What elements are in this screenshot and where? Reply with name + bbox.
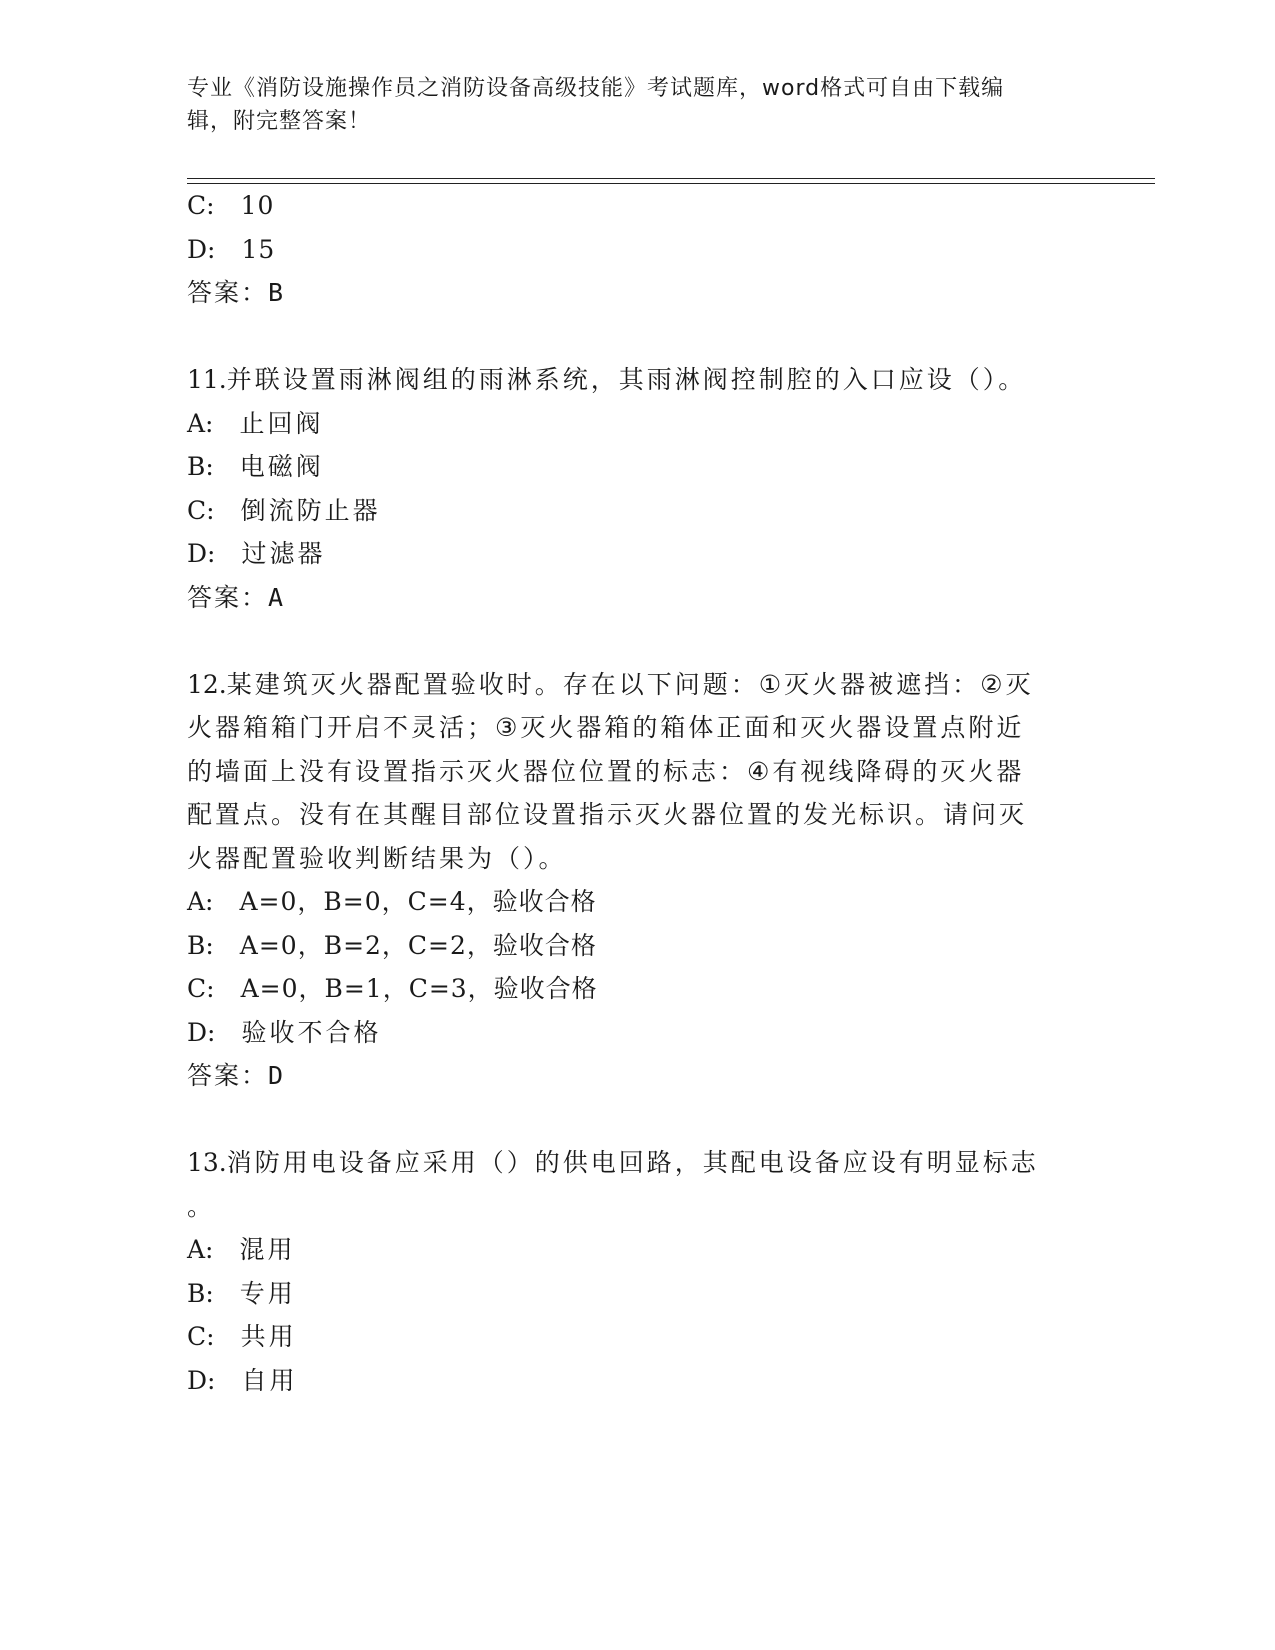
q11-option-b: B: 电磁阀 — [187, 452, 324, 481]
q13-stem-line-1: 13.消防用电设备应采用（）的供电回路，其配电设备应设有明显标志 — [187, 1148, 1039, 1177]
q12-stem-line-2: 火器箱箱门开启不灵活；③灭火器箱的箱体正面和灭火器设置点附近 — [187, 713, 1025, 742]
q12-stem-line-4: 配置点。没有在其醒目部位设置指示灭火器位置的发光标识。请问灭 — [187, 800, 1028, 829]
q12-stem-line-3: 的墙面上没有设置指示灭火器位位置的标志：④有视线降碍的灭火器 — [187, 757, 1025, 786]
header-line-1: 专业《消防设施操作员之消防设备高级技能》考试题库，word格式可自由下载编 — [187, 76, 1005, 101]
prev-answer: 答案：B — [187, 278, 284, 307]
q13-option-c: C: 共用 — [187, 1322, 297, 1351]
header-line-2: 辑，附完整答案！ — [187, 109, 372, 134]
q13-option-b: B: 专用 — [187, 1279, 296, 1308]
q11-answer: 答案：A — [187, 583, 284, 612]
q12-stem-line-1: 12.某建筑灭火器配置验收时。存在以下问题：①灭火器被遮挡：②灭 — [187, 670, 1034, 699]
q11-stem: 11.并联设置雨淋阀组的雨淋系统，其雨淋阀控制腔的入口应设（）。 — [187, 365, 1027, 394]
prev-option-d: D: 15 — [187, 235, 276, 264]
q12-option-c: C: A=0，B=1，C=3，验收合格 — [187, 974, 598, 1003]
q12-option-a: A: A=0，B=0，C=4，验收合格 — [187, 887, 597, 916]
q11-option-d: D: 过滤器 — [187, 539, 326, 568]
q12-option-b: B: A=0，B=2，C=2，验收合格 — [187, 931, 597, 960]
q11-option-c: C: 倒流防止器 — [187, 496, 381, 525]
q11-option-a: A: 止回阀 — [187, 409, 324, 438]
q12-option-d: D: 验收不合格 — [187, 1018, 382, 1047]
header-divider-bottom — [187, 183, 1155, 184]
q13-option-d: D: 自用 — [187, 1366, 298, 1395]
q12-answer: 答案：D — [187, 1061, 284, 1090]
document-header — [187, 72, 1087, 138]
prev-option-c: C: 10 — [187, 191, 275, 220]
header-divider-top — [187, 178, 1155, 179]
q12-stem-line-5: 火器配置验收判断结果为（）。 — [187, 844, 567, 873]
q13-option-a: A: 混用 — [187, 1235, 296, 1264]
q13-stem-line-2: 。 — [187, 1192, 216, 1221]
